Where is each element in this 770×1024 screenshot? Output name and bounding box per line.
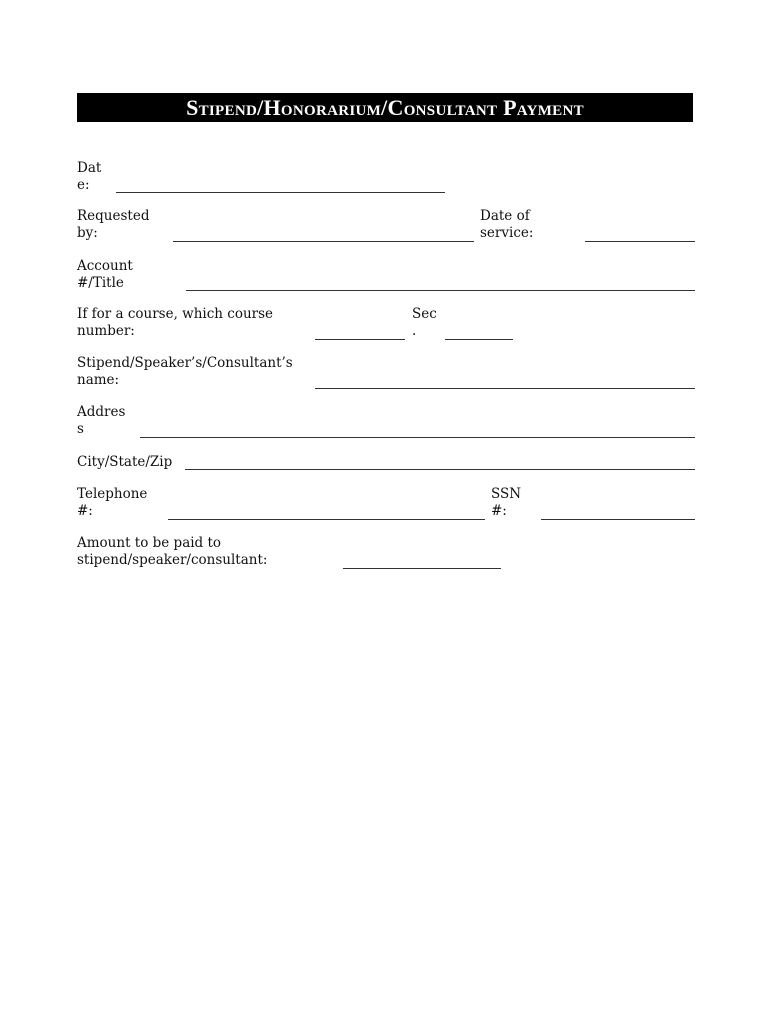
date-field[interactable]: [116, 192, 445, 193]
amount-field[interactable]: [343, 568, 501, 569]
telephone-label: Telephone #:: [77, 486, 148, 519]
telephone-field[interactable]: [168, 519, 485, 520]
address-label: Addres s: [77, 404, 126, 437]
address-field[interactable]: [140, 437, 695, 438]
date-label: Dat e:: [77, 160, 102, 193]
course-number-label: If for a course, which course number:: [77, 306, 274, 339]
section-field[interactable]: [445, 339, 513, 340]
section-label: Sec .: [412, 306, 437, 339]
payee-name-label: Stipend/Speaker’s/Consultant’s name:: [77, 355, 293, 388]
account-title-label: Account #/Title: [77, 258, 133, 291]
ssn-label: SSN #:: [491, 486, 522, 519]
city-state-zip-field[interactable]: [185, 469, 695, 470]
requested-by-field[interactable]: [173, 241, 474, 242]
city-state-zip-label: City/State/Zip: [77, 454, 173, 470]
course-number-field[interactable]: [315, 339, 405, 340]
form-title: Stipend/Honorarium/Consultant Payment: [77, 93, 693, 122]
amount-label: Amount to be paid to stipend/speaker/consultant:: [77, 535, 268, 568]
requested-by-label: Requested by:: [77, 208, 150, 241]
date-of-service-field[interactable]: [585, 241, 695, 242]
account-title-field[interactable]: [186, 290, 695, 291]
date-of-service-label: Date of service:: [480, 208, 534, 241]
payee-name-field[interactable]: [315, 388, 695, 389]
ssn-field[interactable]: [541, 519, 695, 520]
